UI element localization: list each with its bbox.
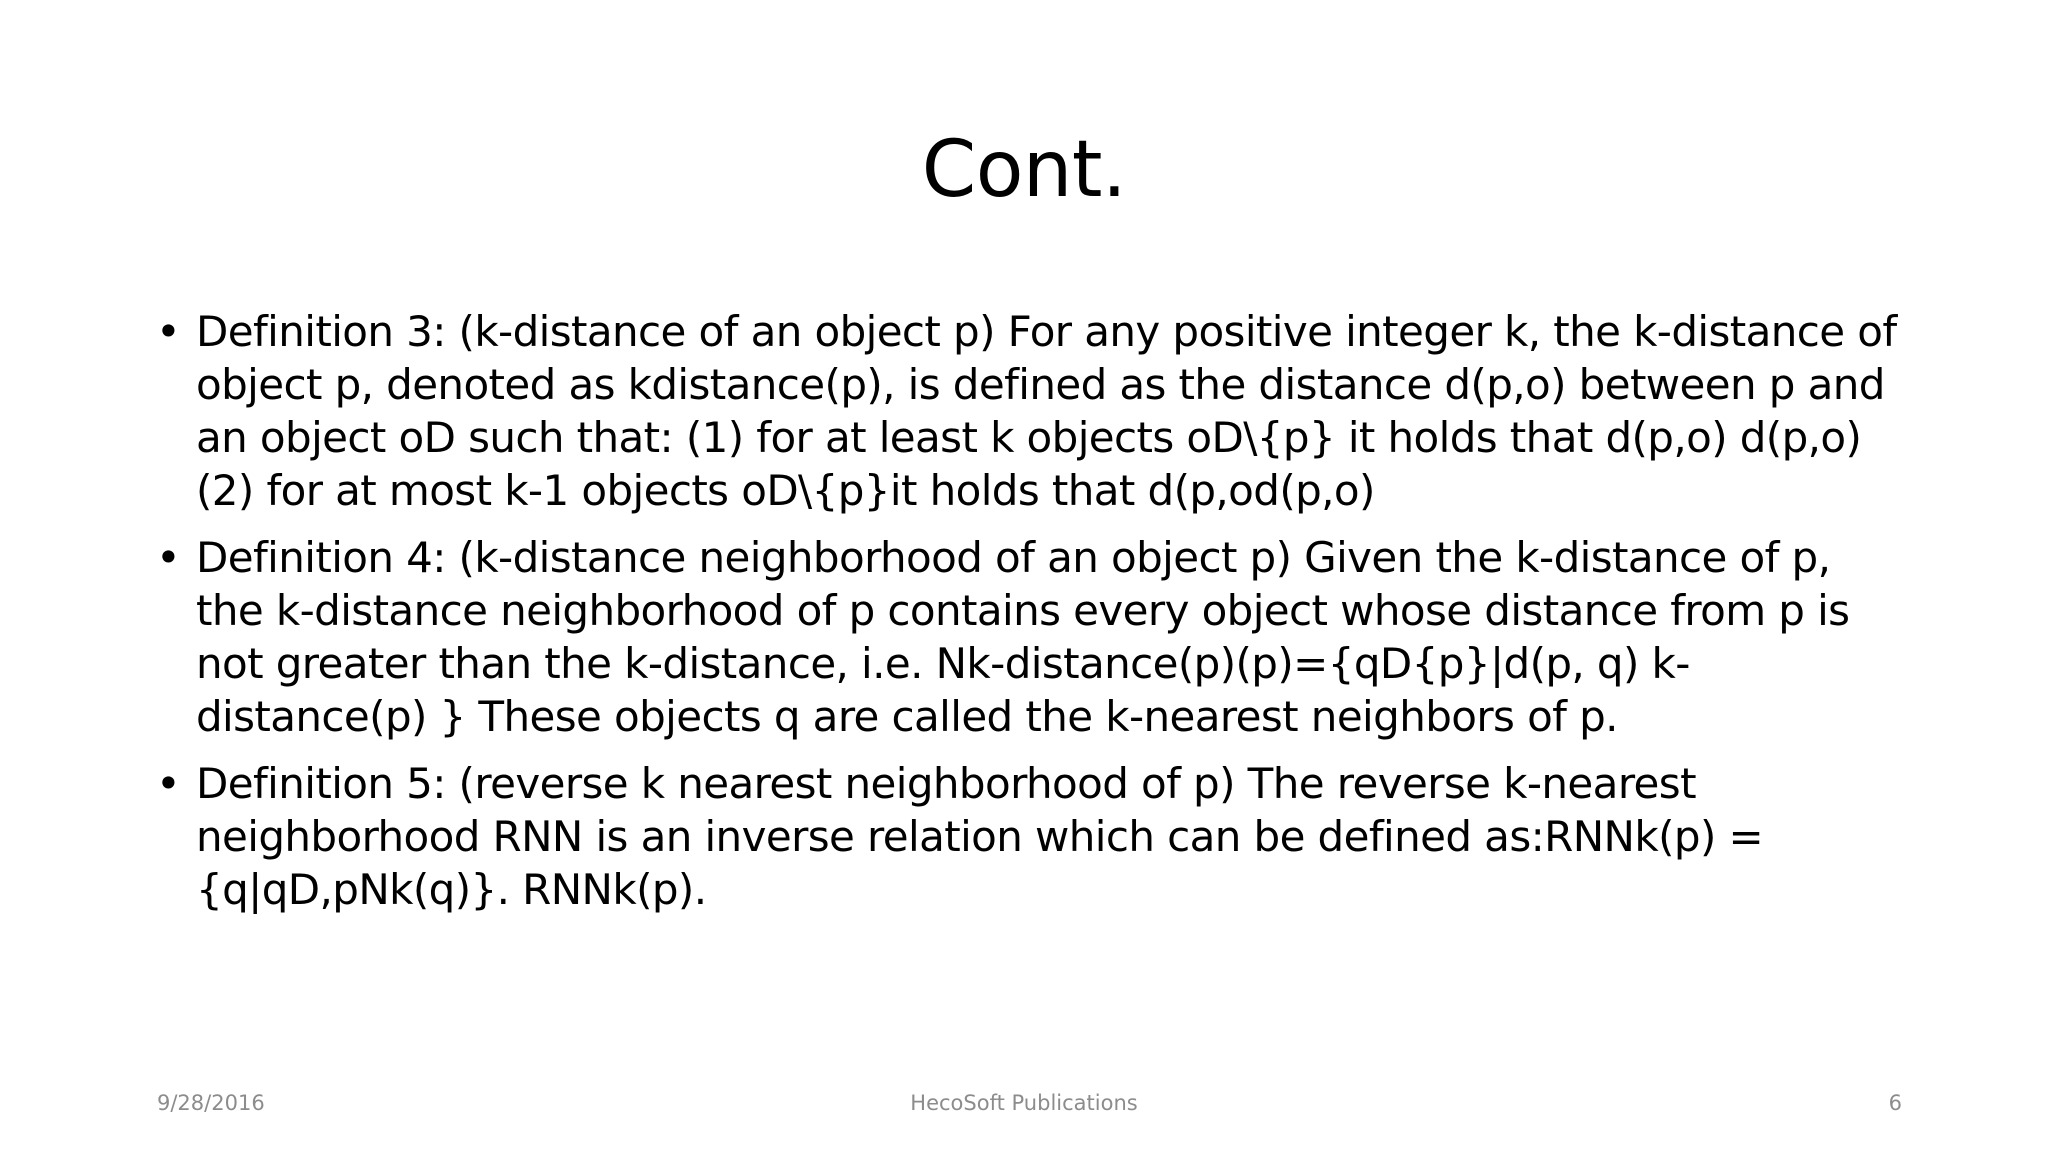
bullet-text: Definition 5: (reverse k nearest neighborhood of p) The reverse k-nearest neighborhood RNN is an inverse relation which can be defined as:RNNk(p) ={q|qD,pNk(q)}. RNNk(p). bbox=[196, 759, 1764, 914]
bullet-item-definition-5 bbox=[150, 757, 1910, 916]
bullet-item-definition-3 bbox=[150, 305, 1910, 517]
footer-publisher: HecoSoft Publications bbox=[910, 1091, 1138, 1115]
bullet-marker: • bbox=[156, 307, 181, 356]
bullet-item-definition-4 bbox=[150, 531, 1910, 743]
slide-title: Cont. bbox=[921, 125, 1127, 215]
footer-page-number: 6 bbox=[1888, 1091, 1902, 1115]
footer-date: 9/28/2016 bbox=[157, 1091, 265, 1115]
bullet-marker: • bbox=[156, 759, 181, 808]
bullet-list bbox=[150, 305, 1910, 930]
bullet-text: Definition 4: (k-distance neighborhood of an object p) Given the k-distance of p, the k-distance neighborhood of p contains every object whose distance from p is not greater than the k-distance, i.e. Nk-distance(p)(p)={qD{p}|d(p, q) k-distance(p) } These objects q are called the k-nearest neighbors of p. bbox=[196, 533, 1850, 741]
bullet-marker: • bbox=[156, 533, 181, 582]
bullet-text: Definition 3: (k-distance of an object p) For any positive integer k, the k-distance of object p, denoted as kdistance(p), is defined as the distance d(p,o) between p and an object oD such that: (1) for at least k objects oD\{p} it holds that d(p,o) d(p,o) (2) for at most k-1 objects oD\{p}it holds that d(p,od(p,o) bbox=[196, 307, 1897, 515]
